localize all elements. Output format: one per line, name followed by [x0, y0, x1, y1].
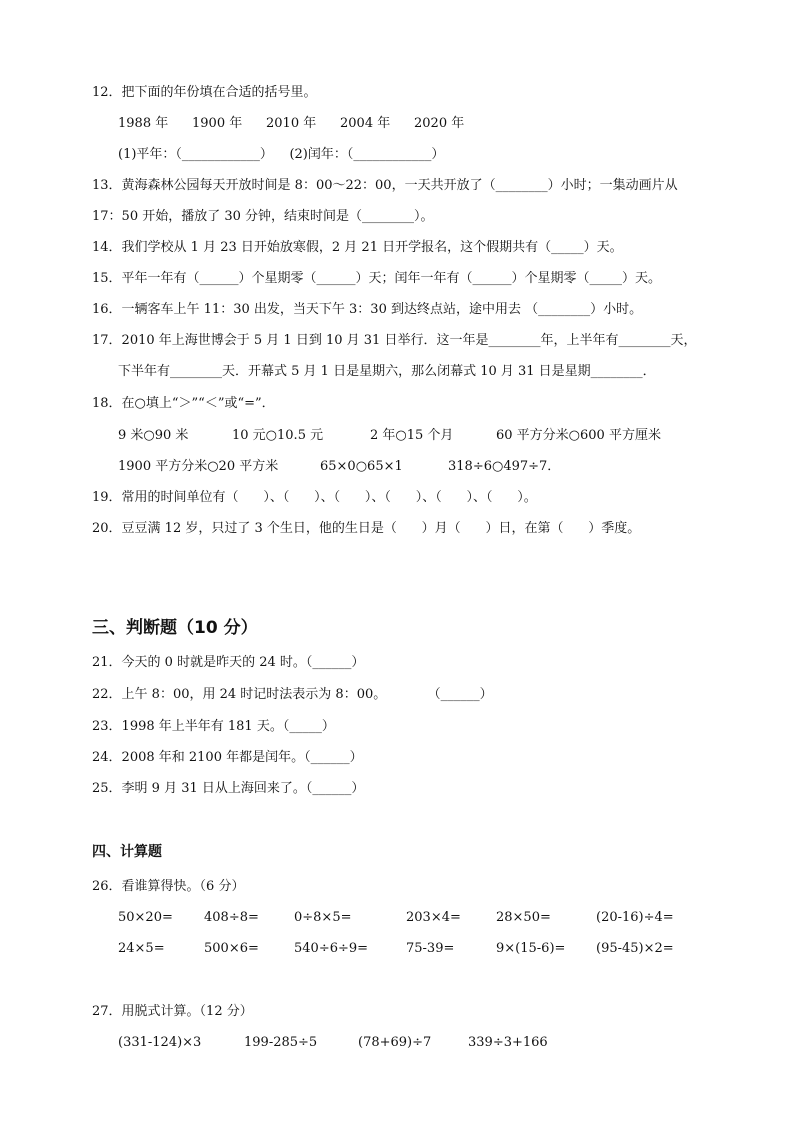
section-3-title: 三、判断题（10 分）: [92, 618, 258, 638]
calc-item: 540÷6÷9=: [294, 941, 369, 956]
question-27: 27．用脱式计算。（12 分）: [92, 1004, 253, 1019]
year-option: 1900 年: [192, 116, 243, 131]
calc-step-item: 199-285÷5: [244, 1035, 318, 1050]
compare-item: 1900 平方分米○20 平方米: [118, 459, 279, 474]
calc-step-item: 339÷3+166: [468, 1035, 548, 1050]
judge-item: 24．2008 年和 2100 年都是闰年。（______）: [92, 750, 363, 765]
calc-item: 203×4=: [406, 910, 461, 925]
calc-item: 75-39=: [406, 941, 455, 956]
calc-item: 500×6=: [204, 941, 259, 956]
calc-item: 28×50=: [496, 910, 551, 925]
question-16: 16．一辆客车上午 11：30 出发，当天下午 3：30 到达终点站，途中用去 （________）小时。: [92, 302, 643, 317]
question-17-line1: 17．2010 年上海世博会于 5 月 1 日到 10 月 31 日举行．这一年是________年，上半年有________天，: [92, 333, 697, 348]
calc-item: 9×(15-6)=: [496, 941, 566, 956]
question-15: 15．平年一年有（______）个星期零（______）天；闰年一年有（______）个星期零（_____）天。: [92, 271, 662, 286]
judge-item: 23．1998 年上半年有 181 天。（_____）: [92, 719, 335, 734]
compare-item: 318÷6○497÷7．: [448, 459, 561, 474]
compare-item: 9 米○90 米: [118, 428, 189, 443]
section-4-title: 四、计算题: [92, 844, 162, 860]
calc-item: 24×5=: [118, 941, 165, 956]
question-17-line2: 下半年有________天．开幕式 5 月 1 日是星期六，那么闭幕式 10 月 31 日是星期________．: [118, 364, 656, 379]
question-26: 26．看谁算得快。（6 分）: [92, 879, 245, 894]
judge-item: 25．李明 9 月 31 日从上海回来了。（______）: [92, 781, 365, 796]
question-12-blanks: (1)平年：（____________） (2)闰年：（____________）: [118, 147, 445, 162]
year-option: 1988 年: [118, 116, 169, 131]
question-13-line1: 13．黄海森林公园每天开放时间是 8：00～22：00，一天共开放了（________）小时；一集动画片从: [92, 178, 678, 193]
year-option: 2020 年: [414, 116, 465, 131]
calc-item: (20-16)÷4=: [596, 910, 674, 925]
compare-item: 10 元○10.5 元: [232, 428, 324, 443]
calc-item: 408÷8=: [204, 910, 259, 925]
calc-step-item: (331-124)×3: [118, 1035, 202, 1050]
year-option: 2004 年: [340, 116, 391, 131]
question-19: 19．常用的时间单位有（ ）、（ ）、（ ）、（ ）、（ ）、（ ）。: [92, 490, 537, 505]
question-18: 18．在○填上“＞”“＜”或“=”．: [92, 396, 275, 411]
calc-item: (95-45)×2=: [596, 941, 674, 956]
question-14: 14．我们学校从 1 月 23 日开始放寒假，2 月 21 日开学报名，这个假期共有（_____）天。: [92, 240, 623, 255]
question-13-line2: 17：50 开始，播放了 30 分钟，结束时间是（________）。: [92, 209, 434, 224]
calc-step-item: (78+69)÷7: [358, 1035, 432, 1050]
compare-item: 2 年○15 个月: [370, 428, 454, 443]
calc-item: 0÷8×5=: [294, 910, 352, 925]
question-12: 12．把下面的年份填在合适的括号里。: [92, 85, 317, 100]
calc-item: 50×20=: [118, 910, 173, 925]
compare-item: 60 平方分米○600 平方厘米: [496, 428, 661, 443]
question-20: 20．豆豆满 12 岁，只过了 3 个生日，他的生日是（ ）月（ ）日，在第（ ）季度。: [92, 521, 641, 536]
judge-item: 21．今天的 0 时就是昨天的 24 时。（______）: [92, 655, 365, 670]
compare-item: 65×0○65×1: [320, 459, 403, 474]
year-option: 2010 年: [266, 116, 317, 131]
judge-item: 22．上午 8：00，用 24 时记时法表示为 8：00。 （______）: [92, 687, 493, 702]
